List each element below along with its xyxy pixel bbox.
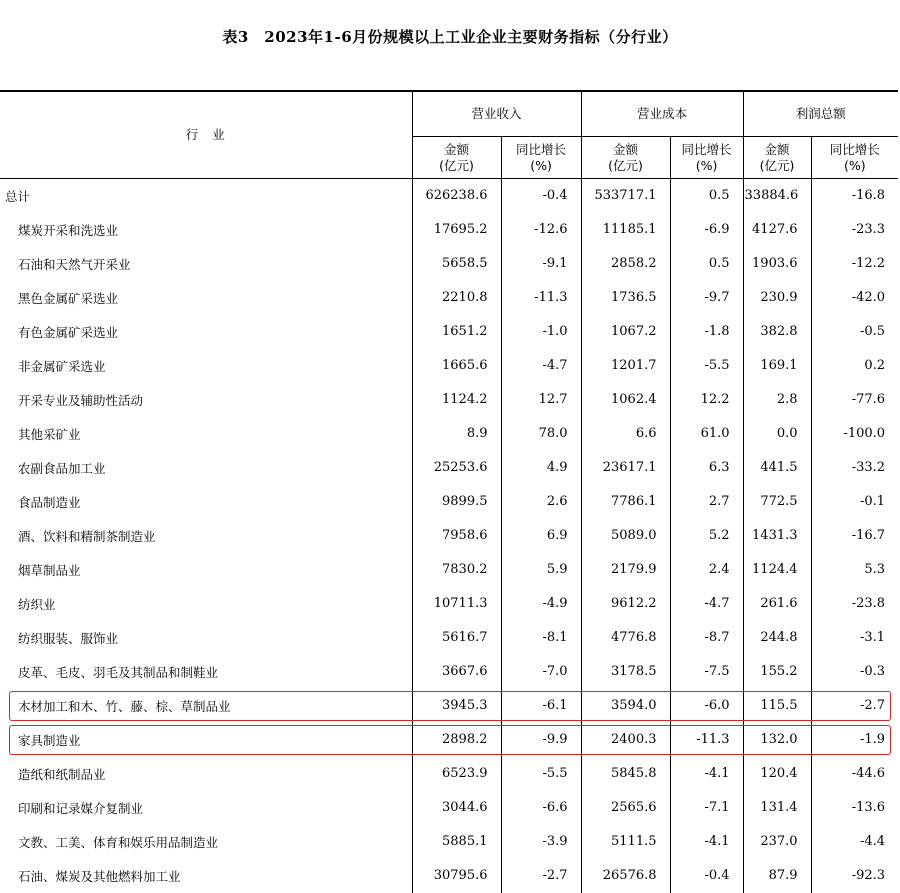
cell-cost: 6.6 [581, 417, 670, 451]
industry-name: 纺织业 [18, 596, 56, 612]
cell-profit: 120.4 [743, 757, 811, 791]
cell-cost-g: -8.7 [670, 621, 743, 655]
cell-profit-g: -77.6 [811, 383, 898, 417]
cell-profit: 1124.4 [743, 553, 811, 587]
industry-name: 非金属矿采选业 [18, 358, 106, 374]
cell-cost: 9612.2 [581, 587, 670, 621]
cell-rev-g: -4.7 [501, 349, 581, 383]
cost-growth-header: 同比增长 (%) [670, 137, 743, 179]
cell-rev: 7958.6 [412, 519, 501, 553]
revenue-growth-header: 同比增长 (%) [501, 137, 581, 179]
table-row [0, 553, 898, 587]
table-row [0, 383, 898, 417]
cell-rev: 25253.6 [412, 451, 501, 485]
cell-profit-g: -0.1 [811, 485, 898, 519]
cell-rev-g: -2.7 [501, 859, 581, 893]
cell-rev: 9899.5 [412, 485, 501, 519]
cell-cost-g: 2.4 [670, 553, 743, 587]
industry-name: 石油、煤炭及其他燃料加工业 [18, 868, 181, 884]
table-title: 表3 2023年1-6月份规模以上工业企业主要财务指标（分行业） [222, 28, 678, 46]
cell-rev-g: 4.9 [501, 451, 581, 485]
cell-profit-g: 5.3 [811, 553, 898, 587]
table-row [0, 417, 898, 451]
table-row [0, 485, 898, 519]
cell-profit: 237.0 [743, 825, 811, 859]
table-row [0, 315, 898, 349]
cell-cost: 11185.1 [581, 213, 670, 247]
cell-profit-g: -0.5 [811, 315, 898, 349]
cell-profit: 1903.6 [743, 247, 811, 281]
cell-rev-g: -12.6 [501, 213, 581, 247]
cell-profit: 0.0 [743, 417, 811, 451]
cell-profit-g: -33.2 [811, 451, 898, 485]
cell-rev: 5616.7 [412, 621, 501, 655]
industry-name: 文教、工美、体育和娱乐用品制造业 [18, 834, 219, 850]
cell-profit: 115.5 [743, 689, 811, 723]
table-row [0, 179, 898, 213]
cell-rev: 3044.6 [412, 791, 501, 825]
cell-rev-g: 78.0 [501, 417, 581, 451]
cell-rev: 626238.6 [412, 179, 501, 213]
industry-name: 家具制造业 [18, 732, 81, 748]
cell-rev: 17695.2 [412, 213, 501, 247]
cell-profit-g: -16.8 [811, 179, 898, 213]
cell-profit: 132.0 [743, 723, 811, 757]
highlight-box-furniture [9, 725, 891, 755]
cell-rev: 30795.6 [412, 859, 501, 893]
cell-rev-g: -5.5 [501, 757, 581, 791]
cell-cost-g: -11.3 [670, 723, 743, 757]
cell-profit: 441.5 [743, 451, 811, 485]
cell-cost-g: 5.2 [670, 519, 743, 553]
cell-profit-g: -2.7 [811, 689, 898, 723]
cell-profit: 244.8 [743, 621, 811, 655]
industry-name: 总计 [0, 179, 412, 213]
table-row [0, 757, 898, 791]
table-row [0, 825, 898, 859]
cell-rev-g: -4.9 [501, 587, 581, 621]
cell-profit-g: -16.7 [811, 519, 898, 553]
cell-rev-g: -6.6 [501, 791, 581, 825]
industry-name: 烟草制品业 [18, 562, 81, 578]
industry-name: 煤炭开采和洗选业 [18, 222, 119, 238]
table-row [0, 587, 898, 621]
cell-profit: 155.2 [743, 655, 811, 689]
cell-cost: 23617.1 [581, 451, 670, 485]
cell-profit-g: -44.6 [811, 757, 898, 791]
industry-name: 纺织服装、服饰业 [18, 630, 119, 646]
industry-name: 木材加工和木、竹、藤、棕、草制品业 [18, 698, 231, 714]
highlight-box-wood-processing [9, 691, 891, 721]
cell-profit: 772.5 [743, 485, 811, 519]
table-row [0, 791, 898, 825]
cell-cost-g: 0.5 [670, 247, 743, 281]
cell-rev: 10711.3 [412, 587, 501, 621]
cell-profit: 131.4 [743, 791, 811, 825]
table-row [0, 621, 898, 655]
cell-cost-g: -9.7 [670, 281, 743, 315]
cell-rev-g: -3.9 [501, 825, 581, 859]
cell-cost: 1201.7 [581, 349, 670, 383]
industry-name: 有色金属矿采选业 [18, 324, 119, 340]
revenue-header: 营业收入 [412, 91, 581, 137]
cell-cost-g: -4.1 [670, 757, 743, 791]
cell-rev: 1665.6 [412, 349, 501, 383]
industry-name: 食品制造业 [18, 494, 81, 510]
cell-profit-g: -0.3 [811, 655, 898, 689]
cell-profit-g: -12.2 [811, 247, 898, 281]
cell-cost: 4776.8 [581, 621, 670, 655]
profit-header: 利润总额 [743, 91, 898, 137]
cell-cost: 1062.4 [581, 383, 670, 417]
cell-cost-g: -6.9 [670, 213, 743, 247]
cell-cost-g: 6.3 [670, 451, 743, 485]
cell-cost-g: -6.0 [670, 689, 743, 723]
cell-cost-g: 0.5 [670, 179, 743, 213]
cell-rev: 3945.3 [412, 689, 501, 723]
cell-rev: 6523.9 [412, 757, 501, 791]
cell-profit: 1431.3 [743, 519, 811, 553]
cell-rev-g: -6.1 [501, 689, 581, 723]
cell-rev-g: 2.6 [501, 485, 581, 519]
table-row [0, 655, 898, 689]
cell-profit-g: -3.1 [811, 621, 898, 655]
cell-profit-g: -23.8 [811, 587, 898, 621]
cell-cost: 5845.8 [581, 757, 670, 791]
cell-rev: 1651.2 [412, 315, 501, 349]
profit-growth-header: 同比增长 (%) [811, 137, 898, 179]
cell-rev: 7830.2 [412, 553, 501, 587]
industry-name: 皮革、毛皮、羽毛及其制品和制鞋业 [18, 664, 219, 680]
cell-rev: 5658.5 [412, 247, 501, 281]
cell-rev: 2210.8 [412, 281, 501, 315]
cell-cost: 2179.9 [581, 553, 670, 587]
industry-name: 造纸和纸制品业 [18, 766, 106, 782]
cell-profit-g: -100.0 [811, 417, 898, 451]
cell-cost-g: -7.5 [670, 655, 743, 689]
table-row [0, 349, 898, 383]
cell-rev-g: -11.3 [501, 281, 581, 315]
cell-cost-g: -5.5 [670, 349, 743, 383]
cell-profit-g: -13.6 [811, 791, 898, 825]
cell-profit: 87.9 [743, 859, 811, 893]
table-row [0, 247, 898, 281]
cell-cost: 5089.0 [581, 519, 670, 553]
cell-rev: 8.9 [412, 417, 501, 451]
cell-rev-g: -8.1 [501, 621, 581, 655]
cell-cost: 3594.0 [581, 689, 670, 723]
industry-header: 行业 [0, 91, 412, 179]
industry-name: 酒、饮料和精制茶制造业 [18, 528, 156, 544]
industry-name: 农副食品加工业 [18, 460, 106, 476]
cell-profit: 169.1 [743, 349, 811, 383]
cell-profit-g: -42.0 [811, 281, 898, 315]
cell-cost-g: -1.8 [670, 315, 743, 349]
industry-name: 印刷和记录媒介复制业 [18, 800, 144, 816]
cell-rev: 5885.1 [412, 825, 501, 859]
cell-rev-g: -0.4 [501, 179, 581, 213]
profit-amount-header: 金额 (亿元) [743, 137, 811, 179]
industry-name: 开采专业及辅助性活动 [18, 392, 144, 408]
cell-cost-g: 61.0 [670, 417, 743, 451]
cell-cost-g: 2.7 [670, 485, 743, 519]
cell-cost: 1736.5 [581, 281, 670, 315]
cell-profit: 33884.6 [743, 179, 811, 213]
cell-cost: 3178.5 [581, 655, 670, 689]
table-row [0, 213, 898, 247]
industry-name: 石油和天然气开采业 [18, 256, 131, 272]
industry-name: 其他采矿业 [18, 426, 81, 442]
cell-cost-g: -4.7 [670, 587, 743, 621]
cell-cost-g: 12.2 [670, 383, 743, 417]
revenue-amount-header: 金额 (亿元) [412, 137, 501, 179]
cell-cost: 2400.3 [581, 723, 670, 757]
cell-cost: 26576.8 [581, 859, 670, 893]
table-row [0, 281, 898, 315]
cell-rev-g: 5.9 [501, 553, 581, 587]
cost-amount-header: 金额 (亿元) [581, 137, 670, 179]
cell-rev-g: -9.9 [501, 723, 581, 757]
table-row [0, 451, 898, 485]
cell-cost: 2565.6 [581, 791, 670, 825]
table-row [0, 859, 898, 893]
cell-profit-g: -1.9 [811, 723, 898, 757]
cell-profit: 2.8 [743, 383, 811, 417]
cell-cost-g: -7.1 [670, 791, 743, 825]
cell-cost: 5111.5 [581, 825, 670, 859]
cell-cost: 1067.2 [581, 315, 670, 349]
table-body [0, 179, 898, 893]
table-row [0, 519, 898, 553]
cell-profit: 261.6 [743, 587, 811, 621]
cell-cost: 533717.1 [581, 179, 670, 213]
cell-rev-g: -9.1 [501, 247, 581, 281]
cell-cost-g: -4.1 [670, 825, 743, 859]
cell-profit: 230.9 [743, 281, 811, 315]
cell-cost: 2858.2 [581, 247, 670, 281]
cell-rev: 2898.2 [412, 723, 501, 757]
financial-indicators-table [0, 90, 898, 893]
cell-rev-g: 12.7 [501, 383, 581, 417]
cell-profit-g: -92.3 [811, 859, 898, 893]
cell-profit-g: 0.2 [811, 349, 898, 383]
cell-profit-g: -23.3 [811, 213, 898, 247]
cell-rev-g: 6.9 [501, 519, 581, 553]
cell-rev: 1124.2 [412, 383, 501, 417]
cell-rev-g: -7.0 [501, 655, 581, 689]
cell-cost-g: -0.4 [670, 859, 743, 893]
cell-profit-g: -4.4 [811, 825, 898, 859]
cell-profit: 382.8 [743, 315, 811, 349]
cell-rev-g: -1.0 [501, 315, 581, 349]
cell-rev: 3667.6 [412, 655, 501, 689]
cell-cost: 7786.1 [581, 485, 670, 519]
cost-header: 营业成本 [581, 91, 743, 137]
cell-profit: 4127.6 [743, 213, 811, 247]
industry-name: 黑色金属矿采选业 [18, 290, 119, 306]
